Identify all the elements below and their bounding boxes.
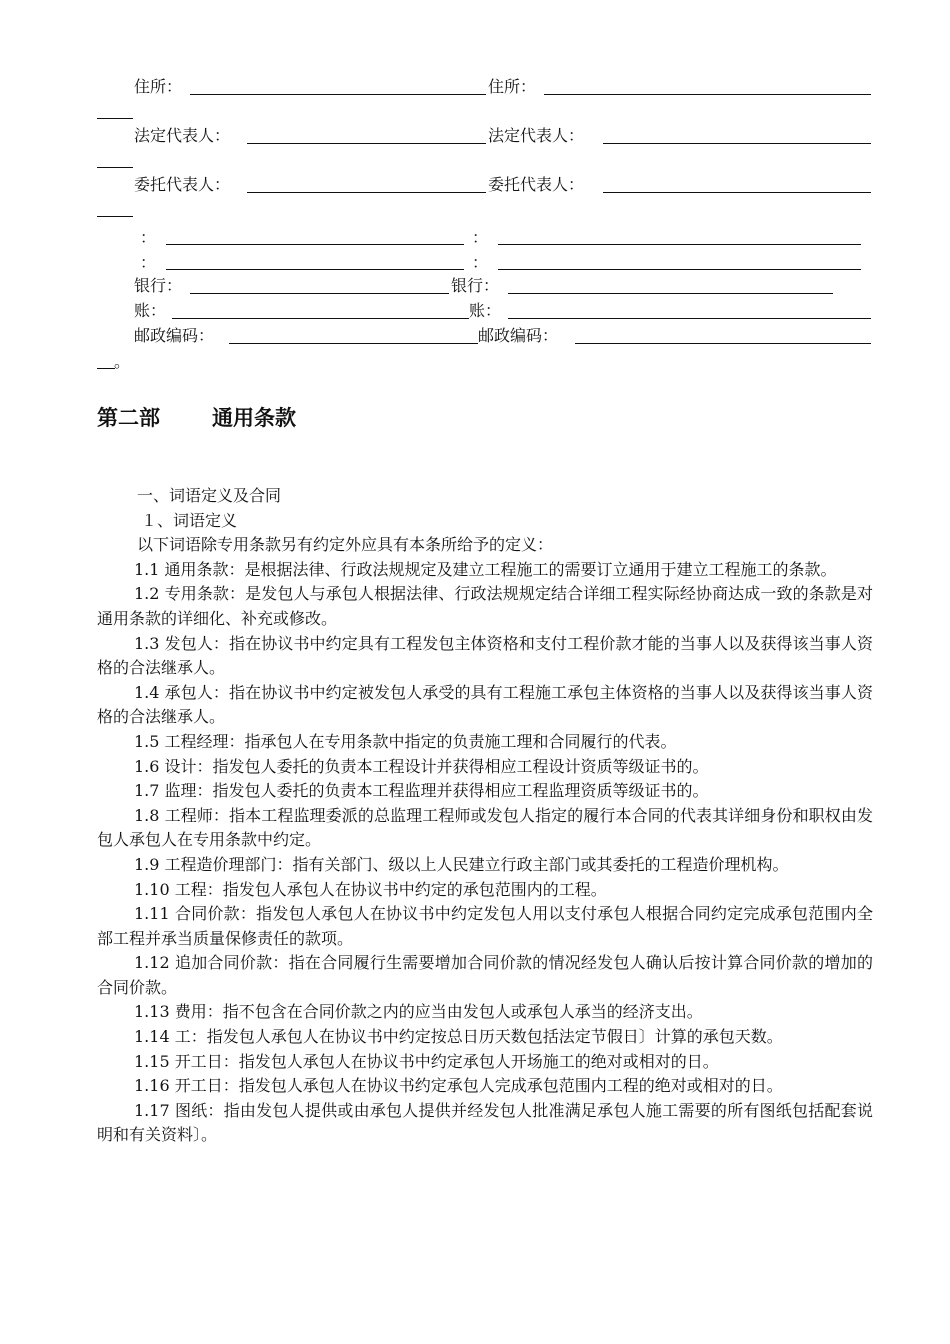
clause-1-11: 1.11 合同价款：指发包人承包人在协议书中约定发包人用以支付承包人根据合同约定完成承包范围内全部工程并承当质量保修责任的款项。 (97, 904, 873, 948)
account-blank-right[interactable] (508, 318, 871, 319)
agent-blank-right[interactable] (603, 192, 871, 193)
agent-blank-left[interactable] (247, 192, 486, 193)
legal-rep-blank-wrap (97, 167, 133, 168)
clause-1-4: 1.4 承包人：指在协议书中约定被发包人承受的具有工程施工承包主体资格的当事人以及获得该当事人资格的合法继承人。 (97, 682, 873, 727)
clause-1-8: 1.8 工程师：指本工程监理委派的总监理工程师或发包人指定的履行本合同的代表其详细身份和职权由发包人承包人在专用条款中约定。 (97, 805, 873, 850)
clause-1-16: 1.16 开工日：指发包人承包人在协议书约定承包人完成承包范围内工程的绝对或相对的日。 (134, 1076, 783, 1096)
agent-label-right: 委托代表人： (488, 175, 585, 194)
address-blank-right[interactable] (544, 94, 871, 95)
clause-1-12: 1.12 追加合同价款：指在合同履行生需要增加合同价款的情况经发包人确认后按计算合同价款的增加的合同价款。 (97, 953, 873, 997)
account-label-right: 账： (469, 301, 502, 320)
part-two-label: 第二部 (97, 406, 160, 430)
agent-label-left: 委托代表人： (134, 175, 231, 194)
colon-blank-right-2[interactable] (498, 269, 861, 270)
colon-blank-right-1[interactable] (498, 244, 861, 245)
legal-rep-blank-left[interactable] (247, 143, 486, 144)
address-label-right: 住所： (488, 77, 537, 96)
colon-blank-left-1[interactable] (166, 244, 464, 245)
clause-1-1: 1.1 通用条款：是根据法律、行政法规规定及建立工程施工的需要订立通用于建立工程施工的条款。 (134, 559, 837, 579)
bank-label-left: 银行： (134, 276, 183, 295)
part-two-heading (97, 404, 296, 432)
bank-blank-right[interactable] (508, 293, 833, 294)
clause-1-7: 1.7 监理：指发包人委托的负责本工程监理并获得相应工程监理资质等级证书的。 (134, 781, 709, 801)
address-label-left: 住所： (134, 77, 183, 96)
account-label-left: 账： (134, 301, 167, 320)
legal-rep-label-left: 法定代表人： (134, 126, 231, 145)
colon-label-left-2: ： (140, 253, 157, 272)
bank-blank-left[interactable] (190, 293, 449, 294)
clause-1-6: 1.6 设计：指发包人委托的负责本工程设计并获得相应工程设计资质等级证书的。 (134, 756, 709, 776)
colon-label-right-1: ： (472, 228, 489, 247)
clause-1-17: 1.17 图纸：指由发包人提供或由承包人提供并经发包人批准满足承包人施工需要的所有图纸包括配套说明和有关资料〕。 (97, 1100, 873, 1145)
subsection-heading: １、词语定义 (141, 510, 238, 530)
clause-1-5: 1.5 工程经理：指承包人在专用条款中指定的负责施工理和合同履行的代表。 (134, 731, 677, 751)
account-blank-left[interactable] (172, 318, 469, 319)
clause-1-14: 1.14 工：指发包人承包人在协议书中约定按总日历天数包括法定节假日〕计算的承包天数。 (134, 1027, 783, 1047)
definitions-intro: 以下词语除专用条款另有约定外应具有本条所给予的定义： (137, 535, 554, 555)
end-mark: 。 (114, 352, 131, 371)
section-heading: 一、词语定义及合同 (137, 486, 282, 505)
postal-label-right: 邮政编码： (478, 326, 559, 345)
postal-label-left: 邮政编码： (134, 326, 215, 345)
legal-rep-label-right: 法定代表人： (488, 126, 585, 145)
colon-blank-left-2[interactable] (166, 269, 464, 270)
address-blank-wrap (97, 118, 133, 119)
address-blank-left[interactable] (190, 94, 486, 95)
general-terms-body (97, 484, 873, 1148)
clause-1-9: 1.9 工程造价理部门：指有关部门、级以上人民建立行政主部门或其委托的工程造价理机构。 (134, 854, 789, 874)
bank-label-right: 银行： (451, 276, 500, 295)
part-two-title: 通用条款 (212, 406, 296, 430)
postal-blank-left[interactable] (229, 343, 478, 344)
agent-blank-wrap (97, 216, 133, 217)
clause-1-10: 1.10 工程：指发包人承包人在协议书中约定的承包范围内的工程。 (134, 879, 607, 899)
postal-blank-wrap (97, 368, 115, 369)
colon-label-left-1: ： (140, 228, 157, 247)
clause-1-13: 1.13 费用：指不包含在合同价款之内的应当由发包人或承包人承当的经济支出。 (134, 1002, 703, 1022)
clause-1-3: 1.3 发包人：指在协议书中约定具有工程发包主体资格和支付工程价款才能的当事人以及获得该当事人资格的合法继承人。 (97, 633, 873, 678)
clause-1-2: 1.2 专用条款：是发包人与承包人根据法律、行政法规规定结合详细工程实际经协商达成一致的条款是对通用条款的详细化、补充或修改。 (97, 584, 873, 628)
colon-label-right-2: ： (472, 253, 489, 272)
postal-blank-right[interactable] (575, 343, 871, 344)
legal-rep-blank-right[interactable] (603, 143, 871, 144)
clause-1-15: 1.15 开工日：指发包人承包人在协议书中约定承包人开场施工的绝对或相对的日。 (134, 1051, 719, 1071)
